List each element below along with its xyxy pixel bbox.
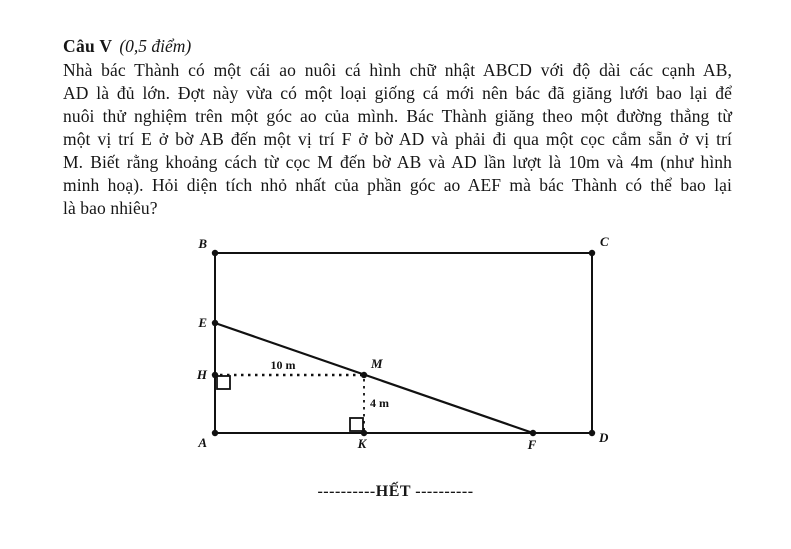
point-h-dot	[212, 372, 218, 378]
point-c-dot	[589, 250, 595, 256]
right-angle-mark-k	[350, 418, 363, 431]
problem-line-3: nuôi thử nghiệm trên một góc ao của mình. Bác Thành giăng theo một đường thẳng từ	[63, 106, 732, 126]
question-number: Câu V	[63, 36, 113, 56]
problem-line-5: M. Biết rằng khoảng cách từ cọc M đến bờ AB và AD lần lượt là 10m và 4m (như hình	[63, 152, 732, 172]
net-line-ef	[215, 323, 533, 433]
point-b-dot	[212, 250, 218, 256]
vertex-label-d: D	[599, 430, 609, 445]
point-m-dot	[361, 372, 367, 378]
hm-distance-label: 10 m	[270, 358, 296, 372]
problem-line-2: AD là đủ lớn. Đợt này vừa có một loại giống cá mới nên bác đã giăng lưới bao lại để	[63, 83, 732, 103]
vertex-label-a: A	[198, 435, 207, 450]
end-marker: ----------HẾT ----------	[317, 483, 474, 500]
right-angle-mark-h	[217, 376, 230, 389]
problem-line-4: một vị trí E ở bờ AB đến một vị trí F ở bờ AD và phải đi qua một cọc cắm sẵn ở vị trí	[63, 129, 732, 149]
point-d-dot	[589, 430, 595, 436]
geometry-diagram-svg	[180, 231, 625, 466]
vertex-label-b: B	[198, 236, 207, 251]
mk-distance-label: 4 m	[370, 396, 389, 410]
vertex-label-f: F	[527, 437, 537, 452]
point-f-dot	[530, 430, 536, 436]
vertex-label-c: C	[600, 234, 609, 249]
vertex-label-h: H	[196, 367, 207, 382]
geometry-diagram	[180, 231, 625, 466]
vertex-label-m: M	[371, 356, 383, 371]
problem-line-7: là bao nhiêu?	[63, 198, 158, 218]
problem-line-1: Nhà bác Thành có một cái ao nuôi cá hình chữ nhật ABCD với độ dài các cạnh AB,	[63, 60, 732, 80]
vertex-label-k: K	[357, 436, 367, 451]
problem-line-6: minh hoạ). Hỏi diện tích nhỏ nhất của phần góc ao AEF mà bác Thành có thể bao lại	[63, 175, 732, 195]
question-title	[63, 35, 732, 58]
question-points: (0,5 điểm)	[119, 36, 192, 56]
point-a-dot	[212, 430, 218, 436]
problem-text-block	[63, 35, 732, 220]
point-e-dot	[212, 320, 218, 326]
vertex-label-e: E	[198, 315, 207, 330]
